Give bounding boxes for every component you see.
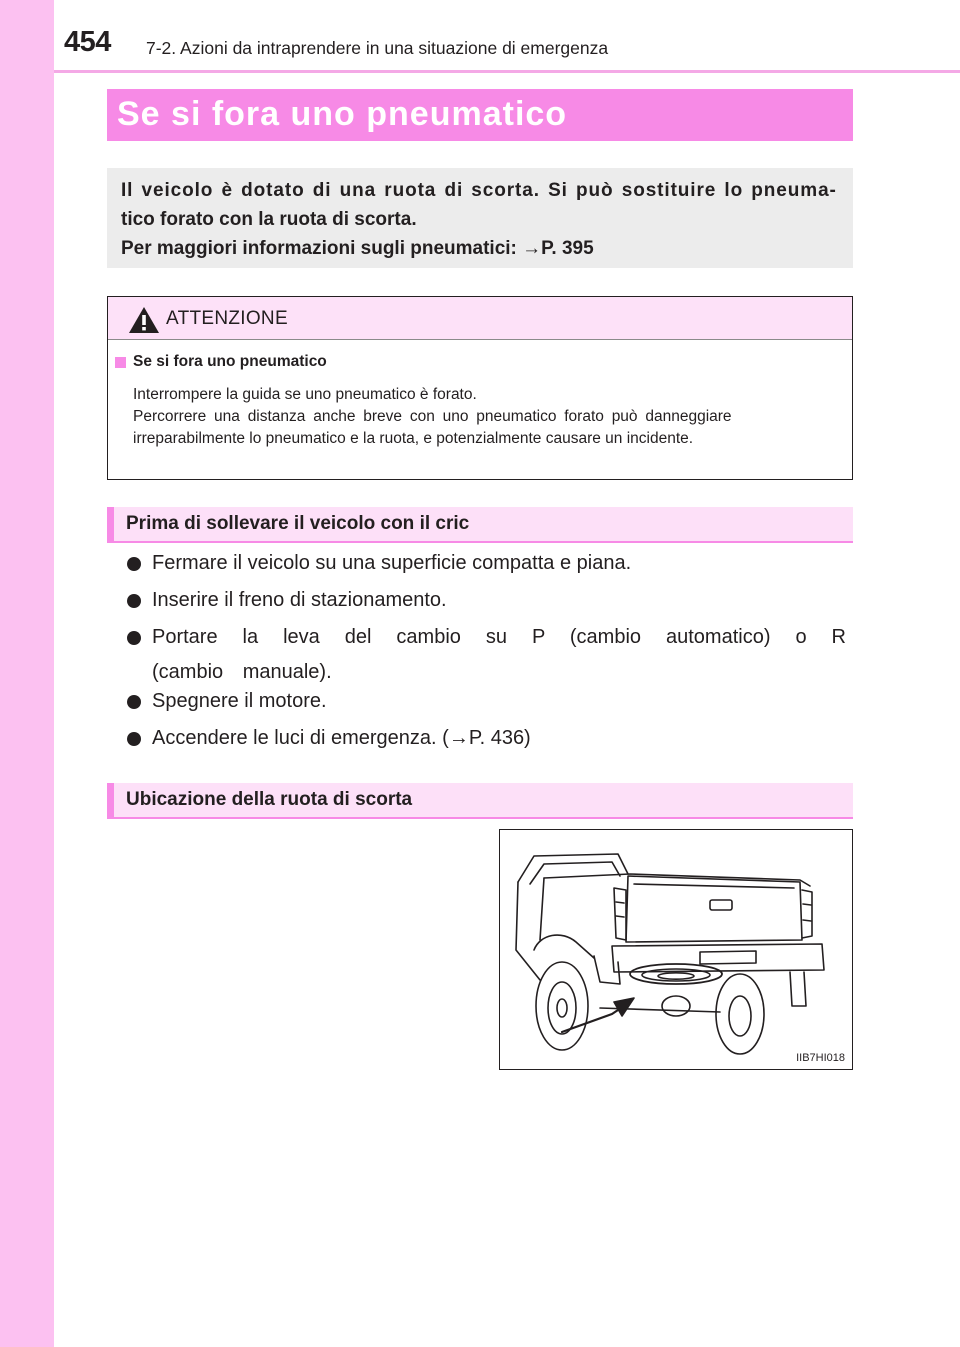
subheading-before-lifting — [107, 507, 853, 543]
section-header: 7-2. Azioni da intraprendere in una situazione di emergenza — [146, 38, 609, 58]
warning-line-3: irreparabilmente lo pneumatico e la ruota, e potenzialmente causare un incidente. — [133, 430, 694, 447]
spare-tire-location-illustration — [499, 829, 853, 1070]
list-item-text: Portare la leva del cambio su P (cambio automatico) o R (cambio manuale). — [152, 626, 846, 683]
bullet-icon — [127, 557, 141, 571]
list-item-text: Inserire il freno di stazionamento. — [152, 589, 447, 611]
warning-triangle-icon — [128, 306, 160, 334]
bullet-icon — [127, 732, 141, 746]
subheading-accent-bar — [107, 507, 114, 543]
list-item-text: Spegnere il motore. — [152, 690, 327, 712]
warning-line-2: Percorrere una distanza anche breve con uno pneumatico forato può danneggiare — [133, 408, 732, 425]
page-number: 454 — [64, 26, 111, 58]
warning-subtitle: Se si fora uno pneumatico — [133, 353, 327, 370]
warning-title: ATTENZIONE — [166, 308, 288, 329]
bullet-icon — [127, 594, 141, 608]
figure-code: IIB7HI018 — [796, 1052, 845, 1064]
list-item-text: Fermare il veicolo su una superficie compatta e piana. — [152, 552, 632, 574]
side-margin-strip — [0, 0, 54, 1347]
square-bullet-icon — [115, 357, 126, 368]
pickup-truck-rear-drawing — [500, 830, 852, 1069]
intro-line-1: Il veicolo è dotato di una ruota di scorta. Si può sostituire lo pneuma- — [121, 180, 837, 201]
header-rule — [54, 70, 960, 73]
subheading-accent-bar — [107, 783, 114, 819]
intro-line-3: Per maggiori informazioni sugli pneumatici: →P. 395 — [121, 238, 594, 259]
subheading-spare-location — [107, 783, 853, 819]
intro-box — [107, 168, 853, 268]
page-title-banner — [107, 89, 853, 141]
bullet-icon — [127, 695, 141, 709]
subheading-spare-location-text: Ubicazione della ruota di scorta — [126, 789, 413, 810]
warning-line-1: Interrompere la guida se uno pneumatico è forato. — [133, 386, 477, 403]
list-item-text: Accendere le luci di emergenza. (→P. 436) — [152, 727, 531, 749]
warning-box — [107, 296, 853, 480]
subheading-before-lifting-text: Prima di sollevare il veicolo con il cric — [126, 513, 470, 534]
bullet-icon — [127, 631, 141, 645]
intro-line-2: tico forato con la ruota di scorta. — [121, 209, 417, 230]
warning-body — [108, 340, 852, 479]
warning-header — [108, 297, 852, 340]
page-title: Se si fora uno pneumatico — [117, 95, 568, 133]
